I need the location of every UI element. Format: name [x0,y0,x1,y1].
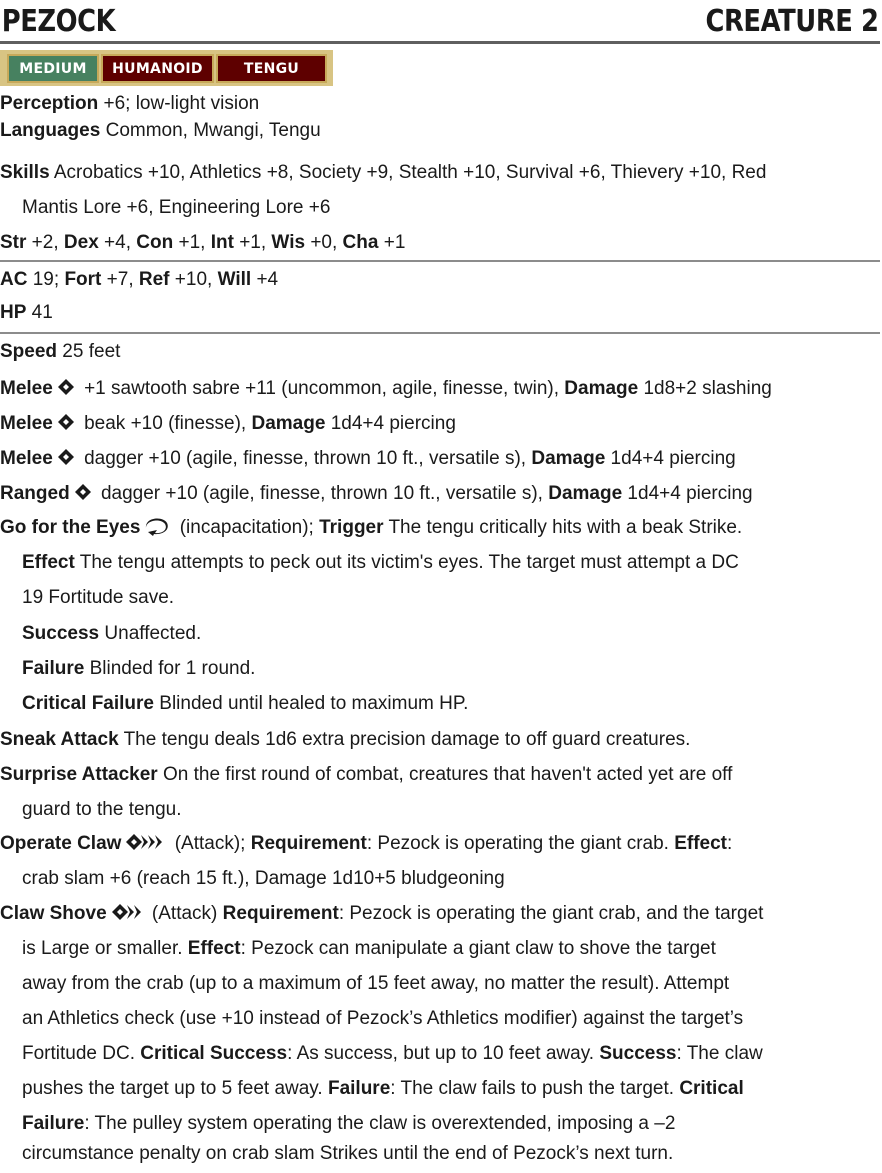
requirement-label: Requirement [222,903,339,924]
claw-shove-line-2 [22,935,716,962]
claw-shove-line-7 [22,1110,675,1137]
section-divider [0,260,880,262]
operate-claw-line [0,830,732,857]
hp-value: 41 [26,302,53,323]
success-label: Success [22,623,100,644]
claw-shove-line-6 [22,1075,744,1102]
trait-size: MEDIUM [7,54,99,83]
critical-failure-text: : The pulley system operating the claw is overextended, imposing a –2 [84,1113,676,1134]
effect-label: Effect [187,938,241,959]
trigger-label: Trigger [319,517,384,538]
perception-line [0,90,259,117]
speed-label: Speed [0,341,58,362]
three-actions-icon [124,832,166,852]
int-value: +1, [233,232,272,253]
effect-label: Effect [22,552,75,573]
wis-label: Wis [271,232,306,253]
speed-line [0,338,120,365]
failure-text: Blinded for 1 round. [84,658,256,679]
skills-line-2: Mantis Lore +6, Engineering Lore +6 [22,197,331,218]
ability-text: The tengu deals 1d6 extra precision damage to off guard creatures. [118,729,691,750]
sneak-attack-line [0,726,690,753]
success-text: Unaffected. [99,623,202,644]
con-label: Con [136,232,174,253]
failure-line [22,655,255,682]
str-value: +2, [26,232,64,253]
attack-kind: Ranged [0,483,70,504]
hp-line [0,299,53,326]
trait-bar [0,50,333,86]
damage-label: Damage [531,448,606,469]
attack-line [0,480,753,507]
surprise-attacker-line [0,761,732,788]
critical-failure-label: Critical Failure [22,693,154,714]
claw-shove-line-4: an Athletics check (use +10 instead of Pezock’s Athletics modifier) against the target’s [22,1008,744,1029]
int-label: Int [210,232,234,253]
success-line [22,620,201,647]
two-actions-icon [110,902,144,922]
damage-value: 1d8+2 slashing [638,378,772,399]
trigger-text: The tengu critically hits with a beak Strike. [383,517,743,538]
con-value: +1, [173,232,211,253]
dex-value: +4, [98,232,137,253]
effect-text: The tengu attempts to peck out its victim's eyes. The target must attempt a DC [74,552,739,573]
ac-label: AC [0,269,28,290]
attack-kind: Melee [0,413,53,434]
attack-text: beak +10 (finesse), [78,413,252,434]
damage-value: 1d4+4 piercing [605,448,736,469]
perception-value: +6; low-light vision [98,93,260,114]
attack-line [0,410,456,437]
ref-value: +10, [169,269,218,290]
hp-label: HP [0,302,27,323]
cha-value: +1 [378,232,406,253]
effect-line [22,549,739,576]
creature-name: PEZOCK [1,4,116,39]
ability-text: On the first round of combat, creatures that haven't acted yet are off [157,764,733,785]
trait-humanoid: HUMANOID [101,54,214,83]
damage-value: 1d4+4 piercing [325,413,456,434]
languages-value: Common, Mwangi, Tengu [100,120,321,141]
damage-label: Damage [548,483,623,504]
attributes-line [0,229,405,256]
effect-label: Effect [674,833,728,854]
ability-name: Go for the Eyes [0,517,141,538]
requirement-text: : Pezock is operating the giant crab. [366,833,675,854]
operate-claw-line-2: crab slam +6 (reach 15 ft.), Damage 1d10+5 bludgeoning [22,868,505,889]
cha-label: Cha [342,232,379,253]
ability-text: (Attack); [169,833,251,854]
single-action-icon [56,447,76,467]
effect-line-2: 19 Fortitude save. [22,587,175,608]
attack-kind: Melee [0,448,53,469]
go-for-eyes-line [0,514,742,541]
skills-label: Skills [0,162,50,183]
ability-name: Sneak Attack [0,729,119,750]
claw-shove-text: is Large or smaller. [22,938,188,959]
ability-text: (Attack) [146,903,223,924]
surprise-attacker-line-2: guard to the tengu. [22,799,182,820]
attack-text: dagger +10 (agile, finesse, thrown 10 ft., versatile s), [78,448,532,469]
fort-value: +7, [101,269,139,290]
header-divider [0,41,880,44]
wis-value: +0, [305,232,343,253]
dex-label: Dex [63,232,99,253]
critical-success-label: Critical Success [140,1043,288,1064]
will-label: Will [217,269,252,290]
success-label: Success [599,1043,677,1064]
claw-shove-text: pushes the target up to 5 feet away. [22,1078,328,1099]
skills-line [0,159,766,186]
single-action-icon [56,377,76,397]
damage-label: Damage [564,378,639,399]
defense-line [0,266,278,293]
damage-label: Damage [251,413,326,434]
claw-shove-line-8: circumstance penalty on crab slam Strikes until the end of Pezock’s next turn. [22,1143,674,1164]
ability-name: Claw Shove [0,903,107,924]
stat-block-header [0,0,880,40]
perception-label: Perception [0,93,99,114]
ability-name: Operate Claw [0,833,122,854]
single-action-icon [73,482,93,502]
critical-failure-line [22,690,468,717]
requirement-text: : Pezock is operating the giant crab, and the target [338,903,764,924]
claw-shove-line-3: away from the crab (up to a maximum of 15 feet away, no matter the result). Attempt [22,973,730,994]
effect-text: : Pezock can manipulate a giant claw to shove the target [240,938,716,959]
attack-line [0,445,736,472]
creature-level: CREATURE 2 [705,4,879,39]
speed-value: 25 feet [57,341,121,362]
languages-label: Languages [0,120,101,141]
success-text: : The claw [676,1043,763,1064]
trait-tengu: TENGU [216,54,327,83]
single-action-icon [56,412,76,432]
attack-kind: Melee [0,378,53,399]
will-value: +4 [251,269,279,290]
failure-text: : The claw fails to push the target. [390,1078,680,1099]
ac-value: 19; [27,269,65,290]
reaction-icon [143,516,171,536]
requirement-label: Requirement [250,833,367,854]
str-label: Str [0,232,27,253]
critical-failure-label-2: Failure [22,1113,85,1134]
critical-failure-text: Blinded until healed to maximum HP. [154,693,469,714]
effect-colon: : [727,833,733,854]
critical-success-text: : As success, but up to 10 feet away. [287,1043,600,1064]
section-divider [0,332,880,334]
claw-shove-line-5 [22,1040,763,1067]
skills-value: Acrobatics +10, Athletics +8, Society +9, Stealth +10, Survival +6, Thievery +10, Red [49,162,767,183]
damage-value: 1d4+4 piercing [622,483,753,504]
attack-line [0,375,772,402]
failure-label: Failure [22,658,85,679]
ability-name: Surprise Attacker [0,764,158,785]
languages-line [0,117,321,144]
attack-text: +1 sawtooth sabre +11 (uncommon, agile, finesse, twin), [78,378,565,399]
claw-shove-line [0,900,763,927]
fort-label: Fort [64,269,102,290]
ability-text: (incapacitation); [174,517,320,538]
ref-label: Ref [138,269,170,290]
failure-label: Failure [327,1078,391,1099]
critical-failure-label: Critical [679,1078,744,1099]
claw-shove-text: Fortitude DC. [22,1043,141,1064]
attack-text: dagger +10 (agile, finesse, thrown 10 ft., versatile s), [95,483,549,504]
